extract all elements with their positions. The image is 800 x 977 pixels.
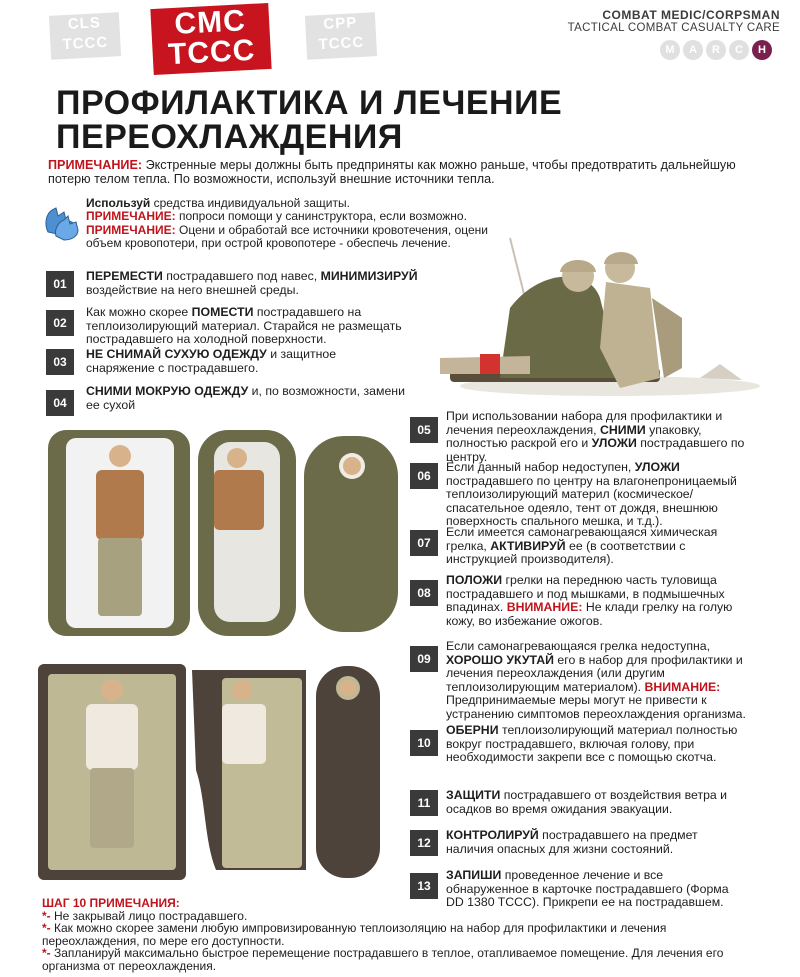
- step-number: 10: [410, 730, 438, 756]
- step-action: ЗАЩИТИ: [446, 788, 501, 802]
- step-number: 11: [410, 790, 438, 816]
- step-action: УЛОЖИ: [591, 436, 637, 451]
- step-action: КОНТРОЛИРУЙ: [446, 828, 539, 842]
- march-r: R: [706, 40, 726, 60]
- org-header: [568, 8, 780, 34]
- org-line-1: COMBAT MEDIC/CORPSMAN: [602, 8, 780, 22]
- note-text: Как можно скорее замени любую импровизированную теплоизоляцию на набор для профилактики и лечения переохлаждения, по мере его доступности.: [42, 921, 667, 948]
- step-04-text: [86, 385, 406, 412]
- step-02-text: [86, 306, 406, 347]
- ppe-note2-text: Оцени и обработай все источники кровотечения, оцени объем кровопотери, при острой кровопотере - обеспечь лечение.: [86, 222, 489, 251]
- ppe-bold: Используй: [86, 196, 151, 210]
- step-action: ПОМЕСТИ: [191, 305, 254, 319]
- step-number: 01: [46, 271, 74, 297]
- step-12-text: [446, 829, 746, 856]
- step-text-run: упаковку, полностью раскрой его и: [446, 422, 702, 451]
- page-title: ПРОФИЛАКТИКА И ЛЕЧЕНИЕ ПЕРЕОХЛАЖДЕНИЯ: [56, 84, 563, 156]
- step-text-run: пострадавшего по центру.: [446, 436, 745, 464]
- step-number: 05: [410, 417, 438, 443]
- step-text-run: и, по возможности, замени ее сухой: [86, 384, 405, 412]
- badge-line: TCCC: [318, 33, 365, 54]
- march-a: A: [683, 40, 703, 60]
- step-action: АКТИВИРУЙ: [490, 538, 566, 553]
- march-indicator: [660, 40, 772, 60]
- step-number: 08: [410, 580, 438, 606]
- note-text: Экстренные меры должны быть предприняты как можно раньше, чтобы предотвратить дальнейшую потерю телом тепла. По возможности, используй внешние источники тепла.: [48, 158, 736, 186]
- badge-cls-tccc: [49, 12, 121, 60]
- step-action: ПОЛОЖИ: [446, 573, 503, 587]
- step-action: СНИМИ: [600, 422, 646, 437]
- step-08-text: [446, 574, 751, 628]
- step-number: 04: [46, 390, 74, 416]
- step-action: ЗАПИШИ: [446, 868, 502, 882]
- step-text-run: пострадавшего на теплоизолирующий материал. Старайся не размещать пострадавшего на холодной поверхности.: [86, 305, 402, 347]
- step-number: 02: [46, 310, 74, 336]
- note-label: ПРИМЕЧАНИЕ:: [48, 158, 143, 172]
- step-number: 12: [410, 830, 438, 856]
- step-01-text: [86, 270, 446, 297]
- warning-label: ВНИМАНИЕ:: [506, 600, 583, 615]
- step-action: НЕ СНИМАЙ СУХУЮ ОДЕЖДУ: [86, 347, 267, 361]
- step-text-run: пострадавшего от воздействия ветра и осадков во время ожидания эвакуации.: [446, 788, 728, 816]
- ppe-note1-text: попроси помощи у санинструктора, если возможно.: [175, 209, 467, 224]
- step-11-text: [446, 789, 766, 816]
- badge-cmc-tccc: [150, 3, 271, 75]
- step10-notes: [42, 897, 762, 972]
- march-h: H: [752, 40, 772, 60]
- step-action: УЛОЖИ: [634, 460, 680, 474]
- note-star: *-: [42, 921, 51, 935]
- step-text-run: Если самонагревающаяся грелка недоступна,: [446, 639, 711, 653]
- note-star: *-: [42, 946, 51, 960]
- badge-line: TCCC: [62, 33, 109, 54]
- bag-open-illustrations: [46, 428, 406, 638]
- step-07-text: [446, 526, 746, 567]
- step-text-run: проведенное лечение и все обнаруженное в карточке пострадавшего (Форма DD 1380 TCCC). Прикрепи ее на пострадавшем.: [446, 868, 729, 910]
- step-action: ОБЕРНИ: [446, 723, 499, 737]
- step-action: МИНИМИЗИРУЙ: [320, 269, 418, 283]
- step-text-run: Предпринимаемые меры могут не привести к устранению симптомов переохлаждения организма.: [446, 693, 746, 721]
- step-number: 06: [410, 463, 438, 489]
- ppe-note-1: [86, 210, 526, 223]
- step-06-text: [446, 461, 766, 529]
- badge-line: CPP: [323, 14, 358, 33]
- step-09-text: [446, 640, 751, 722]
- step-text-run: и защитное снаряжение с пострадавшего.: [86, 347, 337, 375]
- step-text-run: При использовании набора для профилактики и лечения переохлаждения,: [446, 409, 723, 437]
- step-text-run: ее (в соответствии с инструкцией производителя).: [446, 538, 686, 567]
- march-m: M: [660, 40, 680, 60]
- ppe-note2-label: ПРИМЕЧАНИЕ:: [86, 222, 176, 237]
- step-text-run: пострадавшего на предмет наличия опасных для жизни состояний.: [446, 828, 698, 856]
- step-text-run: Если данный набор недоступен,: [446, 460, 635, 474]
- ppe-note1-label: ПРИМЕЧАНИЕ:: [86, 209, 176, 224]
- bag-wrap-illustrations: [36, 660, 386, 885]
- step-text-run: Не клади грелку на голую кожу, во избежание ожогов.: [446, 600, 733, 628]
- note-text: Запланируй максимально быстрое перемещение пострадавшего в теплое, отапливаемое помещение. Для лечения его организма от переохлаждения.: [42, 946, 724, 973]
- step10-note: [42, 947, 762, 972]
- step-action: ХОРОШО УКУТАЙ: [446, 652, 554, 667]
- step-text-run: теплоизолирующий материал полностью вокруг пострадавшего, включая голову, при необходимости закрепи все с помощью скотча.: [446, 723, 738, 765]
- march-c: C: [729, 40, 749, 60]
- warning-label: ВНИМАНИЕ:: [644, 679, 721, 694]
- step-text-run: воздействие на него внешней среды.: [86, 282, 299, 297]
- step-03-text: [86, 348, 386, 375]
- step-text-run: Если имеется самонагревающаяся химическая грелка,: [446, 525, 718, 553]
- step10-note: [42, 922, 762, 947]
- badge-line: CLS: [67, 14, 102, 33]
- badge-line: TCCC: [167, 33, 257, 72]
- gloves-icon: [42, 202, 84, 242]
- note-text: Не закрывай лицо пострадавшего.: [50, 908, 248, 923]
- step-number: 03: [46, 349, 74, 375]
- badge-line: CMC: [173, 4, 247, 41]
- step-number: 13: [410, 873, 438, 899]
- ppe-text: средства индивидуальной защиты.: [150, 196, 350, 210]
- org-line-2: TACTICAL COMBAT CASUALTY CARE: [567, 22, 780, 34]
- medic-casualty-illustration: [420, 228, 765, 400]
- step10-notes-heading: ШАГ 10 ПРИМЕЧАНИЯ:: [42, 896, 180, 910]
- step-number: 07: [410, 530, 438, 556]
- step-text-run: пострадавшего под навес,: [162, 269, 321, 283]
- step-text-run: пострадавшего по центру на влагонепроницаемый теплоизолирующий материл (космическое/спасательное одеяло, тент от дождя, внешнюю поверхность спального мешка, и т.д.).: [446, 473, 737, 529]
- step-text-run: грелки на переднюю часть туловища пострадавшего и под мышками, в подмышечных впадинах.: [446, 573, 725, 615]
- step-text-run: Как можно скорее: [86, 305, 192, 319]
- ppe-line: [86, 197, 526, 210]
- step-10-text: [446, 724, 761, 765]
- badge-cpp-tccc: [305, 12, 377, 60]
- step-action: СНИМИ МОКРУЮ ОДЕЖДУ: [86, 384, 249, 398]
- step-text-run: его в набор для профилактики и лечения переохлаждения (или другим теплоизолирующим материалом).: [446, 652, 743, 694]
- step-05-text: [446, 410, 756, 464]
- note-star: *-: [42, 908, 51, 923]
- step-action: ПЕРЕМЕСТИ: [86, 269, 163, 283]
- top-note: [48, 158, 748, 186]
- step-number: 09: [410, 646, 438, 672]
